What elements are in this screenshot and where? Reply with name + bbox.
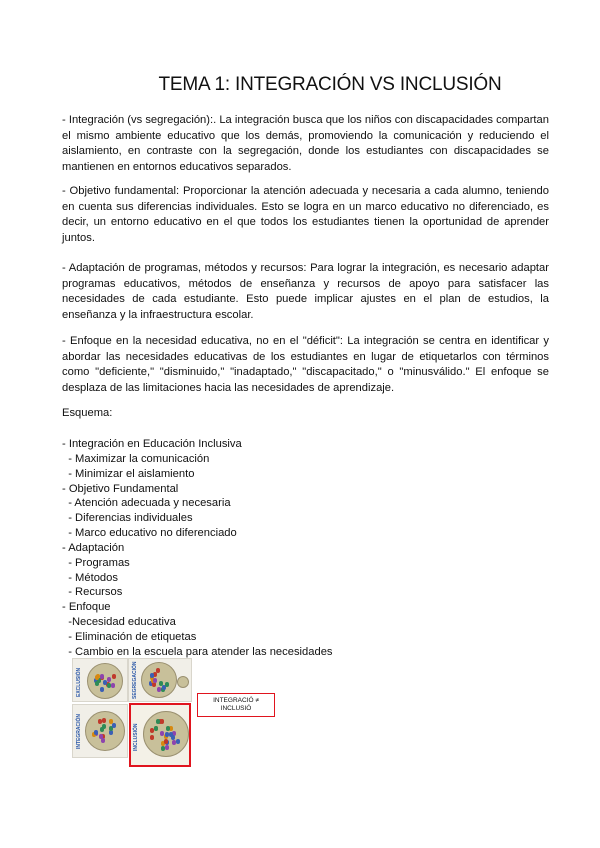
person-figure bbox=[100, 674, 104, 679]
outline-item: - Programas bbox=[62, 556, 130, 569]
person-figure bbox=[160, 719, 164, 724]
paragraph-enfoque: - Enfoque en la necesidad educativa, no en el "déficit": La integración se centra en identificar y abordar las necesidades educativas de los estudiantes en lugar de etiquetarlos con términos como "deficiente," "disminuido," "inadaptado," "discapacitado," o "minusválido." El enfoque se desplaza de las limitaciones hacia las necesidades de aprendizaje. bbox=[62, 335, 549, 394]
paragraph-adaptacion: - Adaptación de programas, métodos y recursos: Para lograr la integración, es necesario adaptar programas educativos, métodos de enseñanza y recursos de apoyo para satisfacer las necesidades de cada estudiante. Esto puede implicar ajustes en el plan de estudios, la enseñanza y la infraestructura escolar. bbox=[62, 262, 549, 321]
person-figure bbox=[150, 735, 154, 740]
person-figure bbox=[153, 678, 157, 683]
circle-segregacion-small bbox=[177, 676, 189, 688]
person-figure bbox=[176, 739, 180, 744]
paragraph-objetivo: - Objetivo fundamental: Proporcionar la atención adecuada y necesaria a cada alumno, teniendo en cuenta sus diferencias individuales. Esto se logra en un marco educativo no diferenciado, es decir, un entorno educativo en el que todos los estudiantes tienen la oportunidad de aprender juntos. bbox=[62, 185, 549, 244]
person-figure bbox=[107, 677, 111, 682]
person-figure bbox=[112, 674, 116, 679]
circle-integracion bbox=[85, 711, 125, 751]
outline-item: - Objetivo Fundamental bbox=[62, 482, 179, 495]
outline-item: - Diferencias individuales bbox=[62, 512, 193, 525]
outline-item: - Eliminación de etiquetas bbox=[62, 630, 197, 643]
person-figure bbox=[112, 723, 116, 728]
outline-item: - Maximizar la comunicación bbox=[62, 452, 210, 465]
label-segregacion: SEGREGACIÓN bbox=[132, 661, 138, 699]
outline-label: Esquema: bbox=[62, 407, 113, 419]
person-figure bbox=[150, 728, 154, 733]
outline-item: - Minimizar el aislamiento bbox=[62, 467, 195, 480]
person-figure bbox=[164, 739, 168, 744]
callout-line-1: INTEGRACIÓ ≠ bbox=[213, 697, 259, 704]
callout-line-2: INCLUSIÓ bbox=[220, 705, 252, 712]
outline-item: - Cambio en la escuela para atender las necesidades bbox=[62, 645, 333, 658]
person-figure bbox=[165, 732, 169, 737]
outline-item: -Necesidad educativa bbox=[62, 616, 176, 629]
outline-item: - Integración en Educación Inclusiva bbox=[62, 438, 242, 450]
person-figure bbox=[154, 726, 158, 731]
person-figure bbox=[157, 687, 161, 692]
label-exclusion: EXCLUSIÓN bbox=[76, 667, 82, 697]
inclusion-diagram-image bbox=[72, 658, 192, 768]
outline-item: - Marco educativo no diferenciado bbox=[62, 527, 237, 540]
person-figure bbox=[95, 675, 99, 680]
person-figure bbox=[160, 731, 164, 736]
person-figure bbox=[111, 683, 115, 688]
outline-list bbox=[62, 437, 482, 660]
label-inclusion: INCLUSIÓN bbox=[133, 723, 139, 751]
outline-item: - Recursos bbox=[62, 586, 123, 599]
outline-item: - Atención adecuada y necesaria bbox=[62, 497, 231, 510]
person-figure bbox=[101, 738, 105, 743]
person-figure bbox=[156, 719, 160, 724]
outline-item: - Adaptación bbox=[62, 541, 125, 554]
person-figure bbox=[165, 745, 169, 750]
outline-item: - Enfoque bbox=[62, 601, 111, 614]
outline-item: - Métodos bbox=[62, 571, 118, 584]
label-integracion: INTEGRACIÓN bbox=[76, 714, 82, 749]
paragraph-integracion: - Integración (vs segregación):. La integración busca que los niños con discapacidades compartan el mismo ambiente educativo que los demás, promoviendo la comunicación y reduciendo el aislamiento, en contraste con la segregación, donde los estudiantes con discapacidades se mantienen en entornos educativos separados. bbox=[62, 114, 549, 173]
person-figure bbox=[171, 735, 175, 740]
callout-box bbox=[197, 693, 275, 717]
page-title: TEMA 1: INTEGRACIÓN VS INCLUSIÓN bbox=[158, 74, 502, 95]
